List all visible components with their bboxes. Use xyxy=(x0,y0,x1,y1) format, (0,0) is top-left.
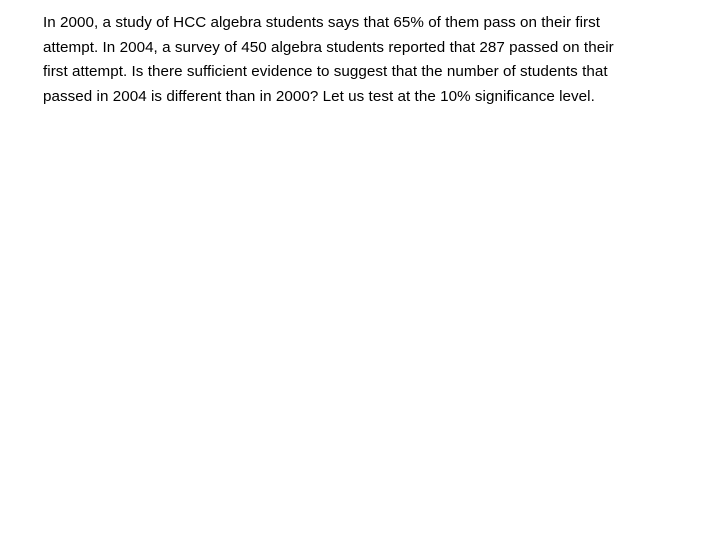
problem-line-1: In 2000, a study of HCC algebra students says that 65% of them pass on their first xyxy=(43,14,601,31)
problem-line-2: attempt. In 2004, a survey of 450 algebra students reported that 287 passed on their xyxy=(43,38,614,56)
problem-line-3: first attempt. Is there sufficient evidence to suggest that the number of students that xyxy=(43,63,608,80)
problem-line-4: passed in 2004 is different than in 2000? Let us test at the 10% significance level. xyxy=(43,87,595,105)
problem-statement xyxy=(43,11,683,109)
